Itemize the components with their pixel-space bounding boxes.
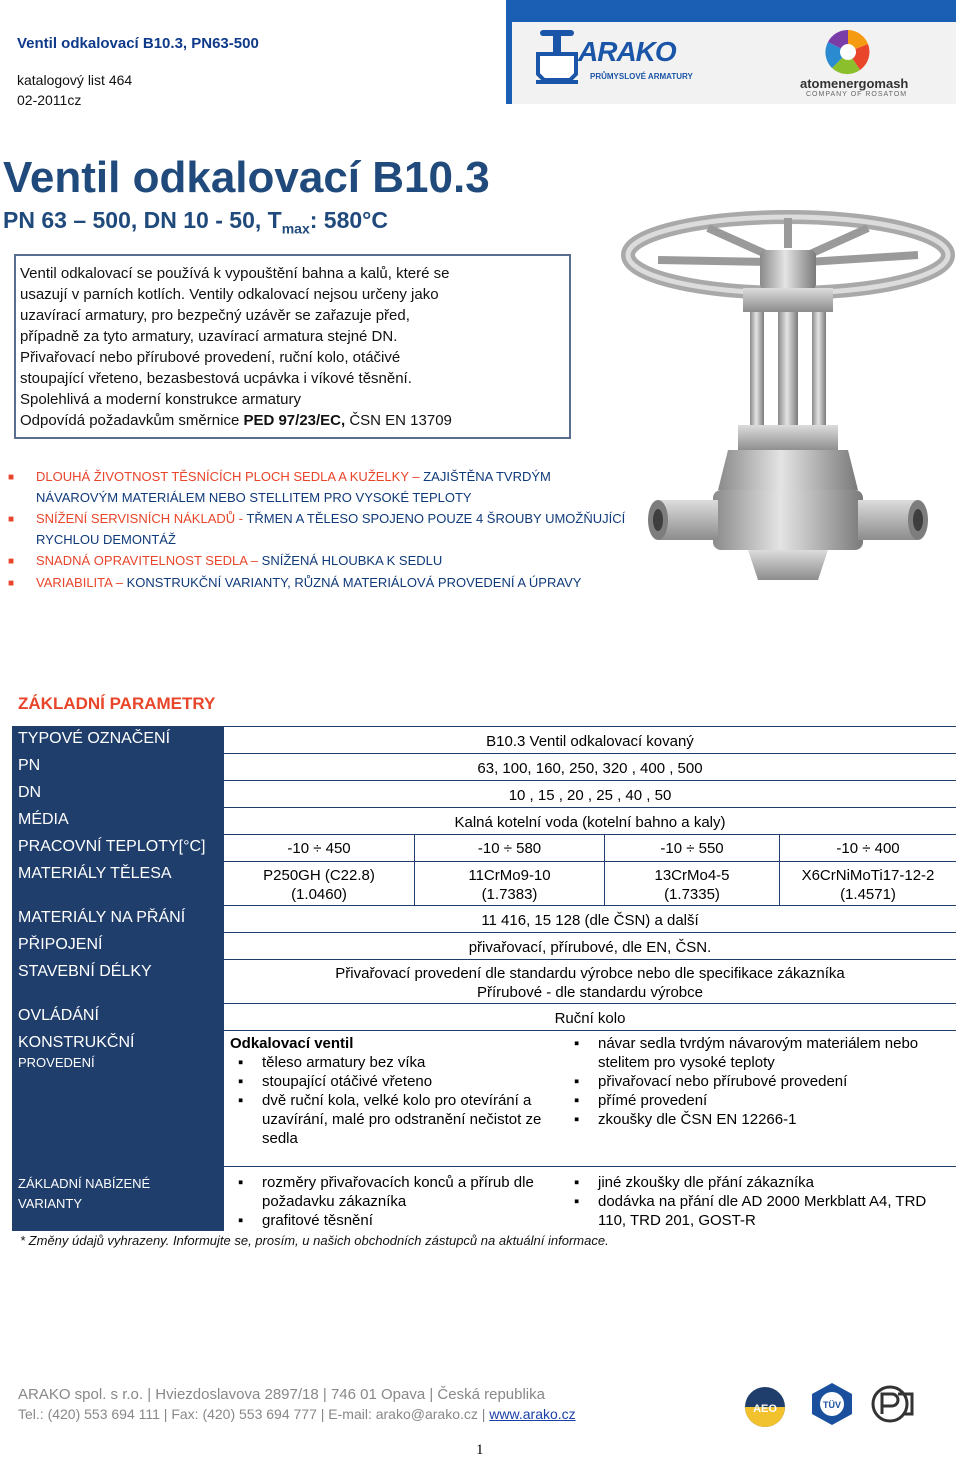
param-value-variants <box>224 1166 956 1231</box>
lengths-text-2: Přírubové - dle standardu výrobce <box>477 984 703 1001</box>
param-value-lengths <box>224 959 956 1003</box>
square-bullet-icon: ■ <box>8 578 15 589</box>
product-subtitle: PN 63 – 500, DN 10 - 50, $T_{max}$: 580°C <box>3 207 388 237</box>
temperature-cell: -10 ÷ 450 <box>287 840 351 857</box>
footnote: * Změny údajů vyhrazeny. Informujte se, prosím, u našich obchodních zástupců na aktuální informace. <box>20 1233 609 1248</box>
param-value-connection <box>224 932 956 959</box>
square-bullet-icon: ■ <box>8 472 15 483</box>
arako-logo-subtitle: PRŮMYSLOVÉ ARMATURY <box>590 72 693 81</box>
param-label-type: TYPOVÉ OZNAČENÍ <box>12 726 224 753</box>
table-row <box>12 959 956 1003</box>
logo-panel-topbar <box>506 0 956 22</box>
atomenergomash-logo-subtitle: COMPANY OF ROSATOM <box>806 91 908 98</box>
param-value-trim-materials <box>224 905 956 932</box>
material-cell: P250GH (C22.8) (1.0460) <box>263 867 375 903</box>
square-bullet-icon: ▪ <box>574 1174 580 1191</box>
list-item: ▪ návar sedla tvrdým návarovým materiálem nebo stelitem pro vysoké teploty <box>566 1034 951 1072</box>
list-item: ▪ rozměry přivařovacích konců a přírub dle požadavku zákazníka <box>230 1173 558 1211</box>
param-label-operation: OVLÁDÁNÍ <box>12 1003 224 1030</box>
square-bullet-icon: ■ <box>8 514 15 525</box>
temperature-cell: -10 ÷ 400 <box>779 835 956 861</box>
param-value-operation <box>224 1003 956 1030</box>
param-value-type <box>224 726 956 753</box>
square-bullet-icon: ▪ <box>574 1092 580 1109</box>
param-value-dn <box>224 780 956 807</box>
media-value-text: Kalná kotelní voda (kotelní bahno a kaly) <box>454 814 726 831</box>
svg-text:TÜV: TÜV <box>823 1400 841 1410</box>
table-row <box>12 861 956 905</box>
param-label-trim-materials: MATERIÁLY NA PŘÁNÍ <box>12 905 224 932</box>
param-label-lengths: STAVEBNÍ DÉLKY <box>12 959 224 1003</box>
param-value-body-materials <box>224 861 956 905</box>
list-item: ▪ dvě ruční kola, velké kolo pro otevírání a uzavírání, malé pro odstranění nečistot ze sedla <box>230 1091 558 1148</box>
param-value-media <box>224 807 956 834</box>
arako-valve-icon <box>536 30 578 92</box>
description-line: stoupající vřeteno, bezasbestová ucpávka i víkové těsnění. <box>20 370 412 387</box>
design-list-right <box>566 1034 951 1129</box>
footer-contact: Tel.: (420) 553 694 111 | Fax: (420) 553 694 777 | E-mail: arako@arako.cz | www.arako.cz <box>18 1406 576 1422</box>
feature-list <box>8 466 628 594</box>
svg-text:AEO: AEO <box>753 1403 777 1415</box>
product-description <box>14 254 571 439</box>
temperature-cell: -10 ÷ 580 <box>414 835 604 861</box>
feature-text: KONSTRUKČNÍ VARIANTY, RŮZNÁ MATERIÁLOVÁ PROVEDENÍ A ÚPRAVY <box>122 575 582 590</box>
square-bullet-icon: ▪ <box>574 1111 580 1128</box>
feature-text: ZAJIŠTĚNA TVRDÝM NÁVAROVÝM MATERIÁLEM NEBO STELLITEM PRO VYSOKÉ TEPLOTY <box>36 469 551 505</box>
material-cell: 11CrMo9-10 (1.7383) <box>414 862 604 905</box>
design-heading: Odkalovací ventil <box>230 1035 354 1052</box>
feature-head: VARIABILITA – <box>36 575 123 590</box>
trim-materials-text: 11 416, 15 128 (dle ČSN) a další <box>481 912 699 929</box>
aeo-certificate-icon <box>740 1385 790 1429</box>
list-item: ▪ přímé provedení <box>566 1091 951 1110</box>
param-label-media: MÉDIA <box>12 807 224 834</box>
description-line: Spolehlivá a moderní konstrukce armatury <box>20 391 301 408</box>
description-compliance-line: Odpovídá požadavkům směrnice PED 97/23/EC, ČSN EN 13709 <box>20 412 452 429</box>
table-row <box>12 1003 956 1030</box>
connection-text: přivařovací, přírubové, dle EN, ČSN. <box>468 939 712 956</box>
param-label-connection: PŘIPOJENÍ <box>12 932 224 959</box>
description-line: uzavírací armatury, pro bezpečný uzávěr se zařazuje před, <box>20 307 410 324</box>
lengths-text-1: Přivařovací provedení dle standardu výrobce nebo dle specifikace zákazníka <box>335 965 845 982</box>
table-row <box>12 834 956 861</box>
table-row <box>12 905 956 932</box>
list-item: ▪ přivařovací nebo přírubové provedení <box>566 1072 951 1091</box>
param-label-variants: ZÁKLADNÍ NABÍZENÉ VARIANTY <box>12 1166 224 1231</box>
catalog-sheet-number: katalogový list 464 <box>17 72 133 88</box>
valve-product-image <box>618 200 958 600</box>
list-item: ▪ grafitové těsnění <box>230 1211 558 1230</box>
arako-logo-text: ARAKO <box>578 36 676 67</box>
square-bullet-icon: ▪ <box>238 1092 244 1109</box>
list-item: ▪ zkoušky dle ČSN EN 12266-1 <box>566 1110 951 1129</box>
feature-item <box>8 572 628 594</box>
param-label-body-materials: MATERIÁLY TĚLESA <box>12 861 224 905</box>
table-row <box>12 753 956 780</box>
square-bullet-icon: ■ <box>8 556 15 567</box>
website-link[interactable]: www.arako.cz <box>489 1406 576 1422</box>
catalog-date: 02-2011cz <box>17 92 82 108</box>
square-bullet-icon: ▪ <box>238 1212 244 1229</box>
table-row <box>12 932 956 959</box>
param-label-design: KONSTRUKČNÍ PROVEDENÍ <box>12 1030 224 1166</box>
material-cell: 13CrMo4-5 (1.7335) <box>604 862 779 905</box>
parameters-heading: ZÁKLADNÍ PARAMETRY <box>18 694 216 713</box>
table-row <box>12 807 956 834</box>
pgr-certificate-icon <box>868 1384 918 1424</box>
feature-head: SNÍŽENÍ SERVISNÍCH NÁKLADŮ - <box>36 511 244 526</box>
description-line: usazují v parních kotlích. Ventily odkalovací nejsou určeny jako <box>20 286 439 303</box>
tuv-certificate-icon <box>808 1381 856 1427</box>
square-bullet-icon: ▪ <box>238 1174 244 1191</box>
description-line: případně za tyto armatury, uzavírací armatura stejné DN. <box>20 328 398 345</box>
description-line: Přivařovací nebo přírubové provedení, ruční kolo, otáčivé <box>20 349 401 366</box>
atomenergomash-emblem-icon <box>824 28 872 76</box>
temperature-cell: -10 ÷ 550 <box>604 835 779 861</box>
square-bullet-icon: ▪ <box>238 1073 244 1090</box>
square-bullet-icon: ▪ <box>574 1073 580 1090</box>
variants-list-right <box>566 1173 951 1230</box>
list-item: ▪ dodávka na přání dle AD 2000 Merkblatt A4, TRD 110, TRD 201, GOST-R <box>566 1192 951 1230</box>
variants-list-left <box>230 1173 558 1230</box>
feature-head: SNADNÁ OPRAVITELNOST SEDLA – <box>36 553 259 568</box>
page-number: 1 <box>476 1442 484 1458</box>
list-item: ▪ těleso armatury bez víka <box>230 1053 558 1072</box>
footer-address: ARAKO spol. s r.o. | Hviezdoslavova 2897/18 | 746 01 Opava | Česká republika <box>18 1386 545 1403</box>
param-value-temperatures <box>224 834 956 861</box>
param-value-pn <box>224 753 956 780</box>
param-label-pn: PN <box>12 753 224 780</box>
list-item: ▪ jiné zkoušky dle přání zákazníka <box>566 1173 951 1192</box>
feature-item <box>8 550 628 572</box>
material-cell: X6CrNiMoTi17-12-2 (1.4571) <box>779 862 956 905</box>
square-bullet-icon: ▪ <box>238 1054 244 1071</box>
feature-text: SNÍŽENÁ HLOUBKA K SEDLU <box>258 553 443 568</box>
feature-text: TŘMEN A TĚLESO SPOJENO POUZE 4 ŠROUBY UMOŽŇUJÍCÍ RYCHLOU DEMONTÁŽ <box>36 511 626 547</box>
design-list-left <box>230 1034 558 1148</box>
pn-value-text: 63, 100, 160, 250, 320 , 400 , 500 <box>477 760 703 777</box>
square-bullet-icon: ▪ <box>574 1035 580 1052</box>
logo-panel <box>506 0 956 104</box>
feature-item <box>8 508 628 550</box>
atomenergomash-logo-text: atomenergomash <box>800 76 909 91</box>
square-bullet-icon: ▪ <box>574 1193 580 1210</box>
type-value-text: B10.3 Ventil odkalovací kovaný <box>486 733 694 750</box>
document-header-title: Ventil odkalovací B10.3, PN63-500 <box>17 35 259 52</box>
table-row <box>12 1166 956 1231</box>
dn-value-text: 10 , 15 , 20 , 25 , 40 , 50 <box>508 787 672 804</box>
product-title: Ventil odkalovací B10.3 <box>3 153 490 202</box>
param-label-dn: DN <box>12 780 224 807</box>
operation-text: Ruční kolo <box>554 1010 626 1027</box>
feature-item <box>8 466 628 508</box>
param-value-design <box>224 1030 956 1166</box>
description-line: Ventil odkalovací se používá k vypouštění bahna a kalů, které se <box>20 265 450 282</box>
param-label-temperature: PRACOVNÍ TEPLOTY[°C] <box>12 834 224 861</box>
table-row <box>12 726 956 753</box>
list-item: ▪ stoupající otáčivé vřeteno <box>230 1072 558 1091</box>
feature-head: DLOUHÁ ŽIVOTNOST TĚSNÍCÍCH PLOCH SEDLA A KUŽELKY – <box>36 469 420 484</box>
table-row <box>12 1030 956 1166</box>
table-row <box>12 780 956 807</box>
